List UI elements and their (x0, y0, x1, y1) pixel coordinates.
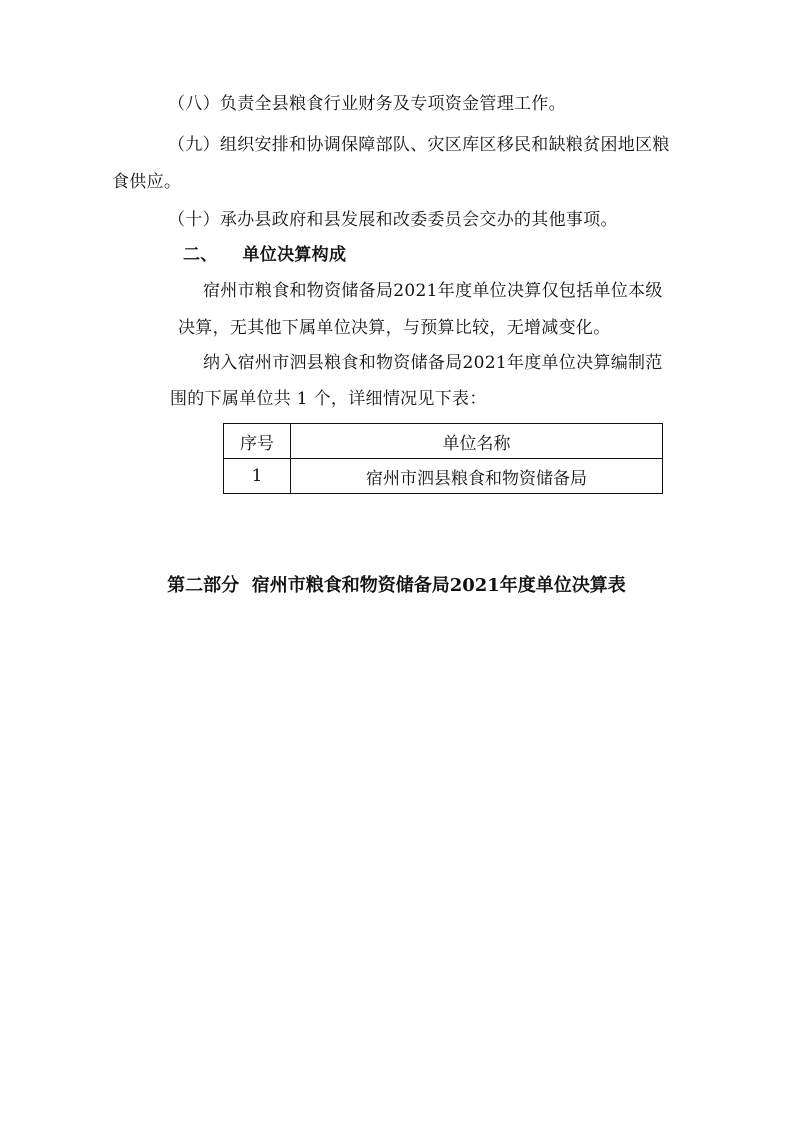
table-header-unit-name: 单位名称 (291, 424, 663, 459)
table-cell-seq: 1 (224, 459, 291, 494)
part-2-title: 第二部分 宿州市粮食和物资储备局2021年度单位决算表 (167, 575, 626, 596)
table-cell-unit-name: 宿州市泗县粮食和物资储备局 (291, 459, 663, 494)
table-row (224, 459, 663, 494)
item-9-text-line1: （九）组织安排和协调保障部队、灾区库区移民和缺粮贫困地区粮 (168, 135, 670, 155)
section-2-para1-line2: 决算，无其他下属单位决算，与预算比较，无增减变化。 (178, 318, 611, 338)
section-2-para1-line1: 宿州市粮食和物资储备局2021年度单位决算仅包括单位本级 (203, 281, 663, 301)
item-8-text: （八）负责全县粮食行业财务及专项资金管理工作。 (168, 94, 566, 114)
section-2-para2-line1: 纳入宿州市泗县粮食和物资储备局2021年度单位决算编制范 (203, 353, 663, 373)
table-header-row (224, 424, 663, 459)
item-10-text: （十）承办县政府和县发展和改委委员会交办的其他事项。 (168, 210, 618, 230)
table-header-seq: 序号 (224, 424, 291, 459)
section-2-heading: 二、 单位决算构成 (183, 245, 347, 265)
item-9-text-line2: 食供应。 (112, 172, 182, 192)
unit-table (223, 423, 663, 494)
section-2-para2-line2: 围的下属单位共 1 个，详细情况见下表： (170, 389, 487, 409)
